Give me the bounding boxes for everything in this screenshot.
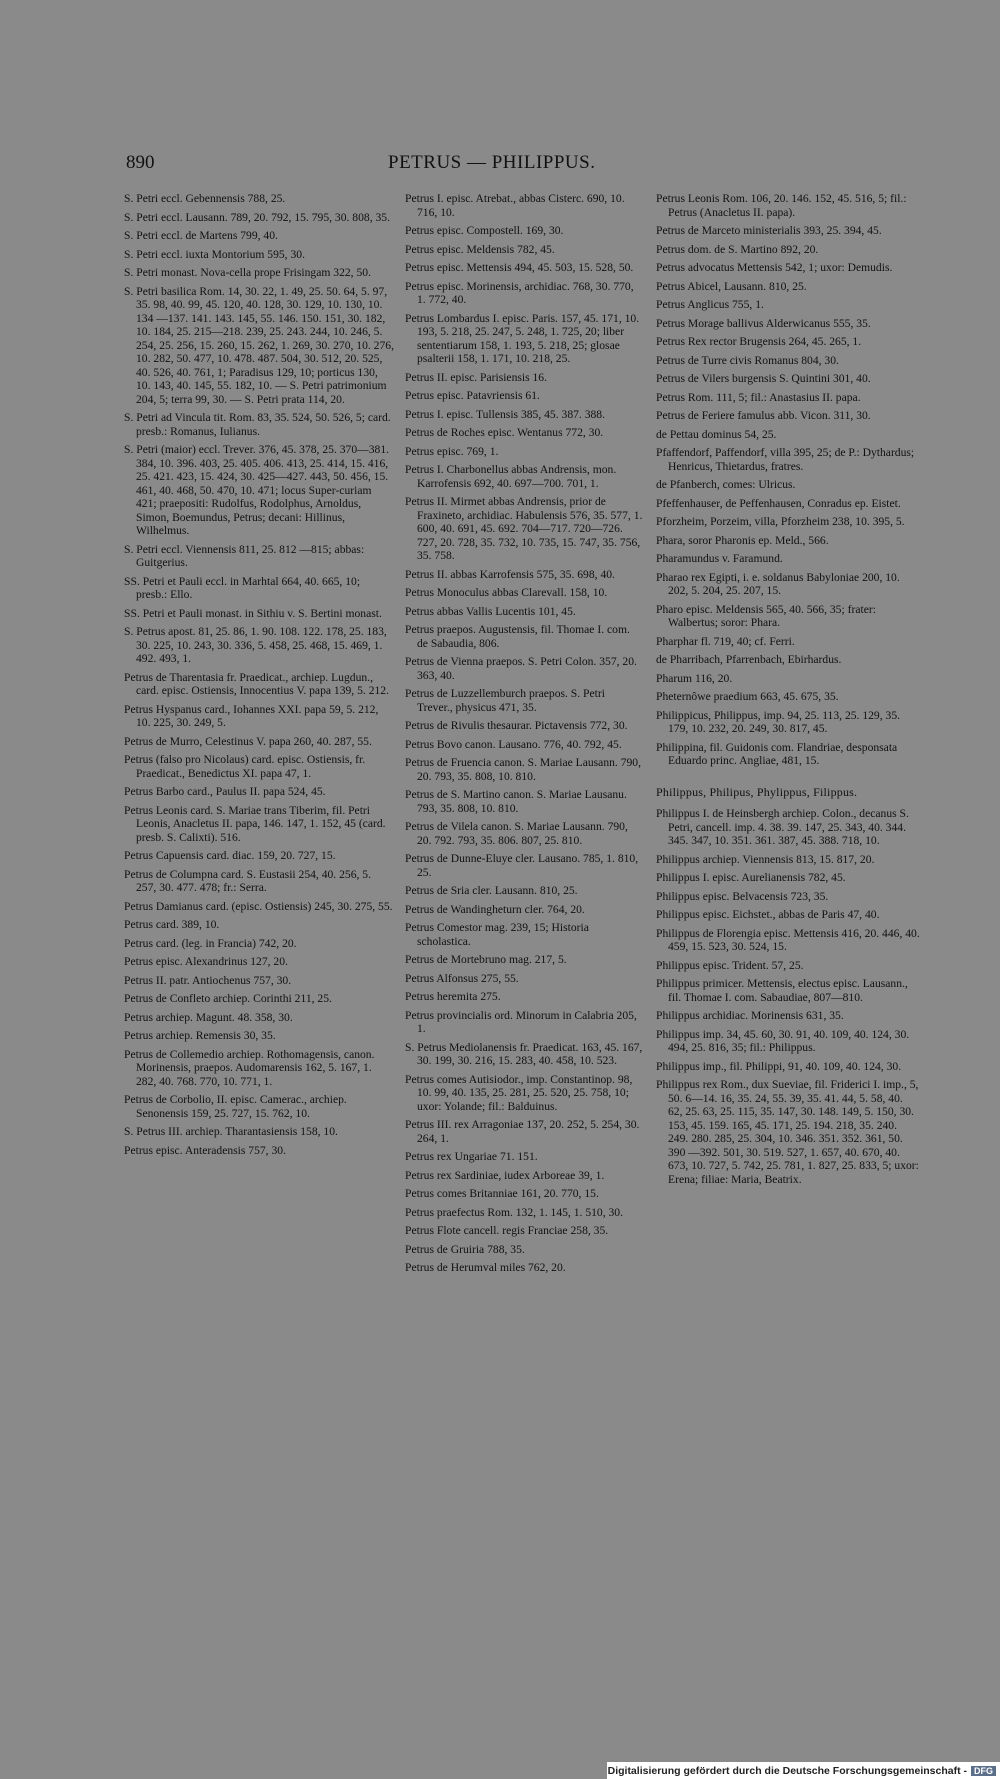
index-entry: Petrus episc. Patavriensis 61.: [405, 389, 540, 402]
index-entry: Petrus Flote cancell. regis Franciae 258, 35.: [405, 1224, 609, 1237]
index-entry: Petrus card. 389, 10.: [124, 918, 220, 931]
index-entry: Petrus heremita 275.: [405, 990, 501, 1003]
index-entry: Pfeffenhauser, de Peffenhausen, Conradus ep. Eistet.: [656, 496, 901, 510]
index-entry: Philippus rex Rom., dux Sueviae, fil. Friderici I. imp., 5, 50. 6—14. 16, 35. 24, 55. 39, 35. 41. 44, 5. 58, 40. 62, 25. 63, 25. 115, 35. 147, 30. 148. 149, 5. 150, 30. 153, 45. 159. 165, 45. 171, 25. 194. 218, 35. 240. 249. 280. 285, 25. 304, 10. 346. 351. 352. 361, 50. 390 —392. 501, 30. 519. 527, 1. 657, 40. 670, 40. 673, 10. 727, 5. 742, 25. 781, 1. 827, 25. 833, 5; uxor: Erena; filiae: Maria, Beatrix.: [656, 1078, 919, 1186]
column-1: [124, 192, 394, 1162]
index-entry: Petrus de Vienna praepos. S. Petri Colon. 357, 20. 363, 40.: [405, 655, 637, 682]
dfg-logo: DFG: [971, 1766, 996, 1776]
index-entry: Petrus rex Ungariae 71. 151.: [405, 1150, 538, 1163]
index-entry: Petrus archiep. Magunt. 48. 358, 30.: [124, 1010, 293, 1024]
index-entry: Petrus Alfonsus 275, 55.: [405, 971, 519, 985]
index-entry: Petrus episc. Compostell. 169, 30.: [405, 224, 564, 237]
index-entry: Petrus de Sria cler. Lausann. 810, 25.: [405, 884, 578, 897]
index-entry: Petrus Hyspanus card., Iohannes XXI. papa 59, 5. 212, 10. 225, 30. 249, 5.: [124, 702, 379, 729]
index-entry: Philippus archiep. Viennensis 813, 15. 817, 20.: [656, 852, 875, 866]
index-entry: Petrus praefectus Rom. 132, 1. 145, 1. 510, 30.: [405, 1205, 623, 1219]
column-2: [405, 192, 643, 1280]
index-entry: Petrus episc. Mettensis 494, 45. 503, 15. 528, 50.: [405, 261, 634, 274]
index-entry: Petrus abbas Vallis Lucentis 101, 45.: [405, 604, 576, 618]
index-entry: Petrus Lombardus I. episc. Paris. 157, 45. 171, 10. 193, 5. 218, 25. 247, 5. 248, 1. 725, 20; liber sententiarum 158, 1. 193, 5. 218, 25; glosae psalterii 158, 1. 171, 10. 218, 25.: [405, 311, 640, 365]
index-entry: Petrus de Confleto archiep. Corinthi 211, 25.: [124, 992, 332, 1005]
index-entry: Petrus I. Charbonellus abbas Andrensis, mon. Karrofensis 692, 40. 697—700. 701, 1.: [405, 463, 617, 490]
index-entry: Petrus Morage ballivus Alderwicanus 555, 35.: [656, 316, 871, 330]
index-entry: Petrus Anglicus 755, 1.: [656, 298, 764, 311]
index-entry: Philippus de Florengia episc. Mettensis 416, 20. 446, 40. 459, 15. 523, 30. 524, 15.: [656, 926, 920, 953]
index-entry: Petrus comes Britanniae 161, 20. 770, 15.: [405, 1187, 599, 1200]
index-entry: Petrus Rex rector Brugensis 264, 45. 265, 1.: [656, 335, 862, 348]
index-entry: Pharphar fl. 719, 40; cf. Ferri.: [656, 634, 795, 648]
index-entry: Petrus Monoculus abbas Clarevall. 158, 10.: [405, 586, 608, 599]
index-entry: Pharum 116, 20.: [656, 671, 733, 685]
index-entry: Petrus episc. Meldensis 782, 45.: [405, 242, 555, 256]
index-entry: Petrus Comestor mag. 239, 15; Historia scholastica.: [405, 921, 589, 948]
column-3: [656, 192, 920, 1191]
index-entry: SS. Petri et Pauli monast. in Sithiu v. S. Bertini monast.: [124, 606, 382, 620]
index-entry: Philippus imp. 34, 45. 60, 30. 91, 40. 109, 40. 124, 30. 494, 25. 816, 35; fil.: Philippus.: [656, 1027, 910, 1054]
index-entry: Petrus de Murro, Celestinus V. papa 260, 40. 287, 55.: [124, 734, 372, 748]
index-entry: Petrus archiep. Remensis 30, 35.: [124, 1029, 276, 1042]
index-entry: Petrus episc. 769, 1.: [405, 444, 499, 458]
index-entry: Philippus imp., fil. Philippi, 91, 40. 109, 40. 124, 30.: [656, 1059, 902, 1073]
index-entry: Petrus Leonis Rom. 106, 20. 146. 152, 45. 516, 5; fil.: Petrus (Anacletus II. papa).: [656, 192, 907, 219]
index-entry: Petrus de Feriere famulus abb. Vicon. 311, 30.: [656, 409, 871, 422]
index-entry: Philippus episc. Trident. 57, 25.: [656, 958, 804, 972]
index-entry: Petrus de Fruencia canon. S. Mariae Lausann. 790, 20. 793, 35. 808, 10. 810.: [405, 756, 641, 783]
index-entry: Philippina, fil. Guidonis com. Flandriae, desponsata Eduardo princ. Angliae, 481, 15.: [656, 740, 898, 767]
index-entry: Petrus Bovo canon. Lausano. 776, 40. 792, 45.: [405, 737, 622, 751]
index-entry: Petrus dom. de S. Martino 892, 20.: [656, 242, 819, 256]
index-entry: S. Petri eccl. de Martens 799, 40.: [124, 229, 278, 242]
index-entry: Petrus rex Sardiniae, iudex Arboreae 39, 1.: [405, 1168, 605, 1182]
index-entry: Pharao rex Egipti, i. e. soldanus Babyloniae 200, 10. 202, 5. 204, 25. 207, 15.: [656, 570, 900, 597]
index-entry: Pharo episc. Meldensis 565, 40. 566, 35; frater: Walbertus; soror: Phara.: [656, 602, 876, 629]
index-entry: Petrus de Roches episc. Wentanus 772, 30.: [405, 426, 604, 439]
index-entry: Petrus de Vilela canon. S. Mariae Lausann. 790, 20. 792. 793, 35. 806. 807, 25. 810.: [405, 820, 628, 847]
index-entry: Philippus episc. Belvacensis 723, 35.: [656, 889, 829, 903]
column-3-upper: [656, 192, 920, 768]
index-entry: Philippus primicer. Mettensis, electus episc. Lausann., fil. Thomae I. com. Sabaudiae, 807—810.: [656, 977, 908, 1004]
index-entry: Petrus de Marceto ministerialis 393, 25. 394, 45.: [656, 224, 882, 237]
index-entry: de Pharribach, Pfarrenbach, Ebirhardus.: [656, 653, 842, 666]
index-entry: Petrus de Gruiria 788, 35.: [405, 1242, 525, 1256]
index-entry: S. Petrus III. archiep. Tharantasiensis 158, 10.: [124, 1125, 338, 1138]
index-entry: Petrus episc. Morinensis, archidiac. 768, 30. 770, 1. 772, 40.: [405, 279, 634, 306]
footer-text: Digitalisierung gefördert durch die Deutsche Forschungsgemeinschaft -: [607, 1764, 967, 1777]
index-entry: Petrus I. episc. Tullensis 385, 45. 387. 388.: [405, 407, 606, 421]
index-entry: Philippicus, Philippus, imp. 94, 25. 113, 25. 129, 35. 179, 10. 232, 20. 249, 30. 817, 45.: [656, 708, 901, 735]
index-entry: Petrus comes Autisiodor., imp. Constantinop. 98, 10. 99, 40. 135, 25. 281, 25. 520, 25. 758, 10; uxor: Yolande; fil.: Balduinus.: [405, 1072, 633, 1113]
index-entry: S. Petri basilica Rom. 14, 30. 22, 1. 49, 25. 50. 64, 5. 97, 35. 98, 40. 99, 45. 120, 40. 128, 30. 129, 10. 130, 10. 134 —137. 141. 143. 145, 55. 146. 150. 151, 30. 182, 10. 184, 25. 215—218. 239, 25. 243. 244, 10. 246, 5. 254, 25. 256, 15. 260, 15. 262, 1. 269, 30. 270, 10. 276, 10. 282, 50. 477, 10. 478. 487. 504, 30. 512, 20. 525, 40. 526, 40. 761, 1; Paradisus 129, 10; porticus 130, 10. 143, 40. 145, 55. 182, 10. — S. Petri patrimonium 204, 5; terra 99, 30. — S. Petri prata 114, 20.: [124, 284, 394, 406]
index-entry: Pforzheim, Porzeim, villa, Pforzheim 238, 10. 395, 5.: [656, 515, 905, 528]
index-entry: SS. Petri et Pauli eccl. in Marhtal 664, 40. 665, 10; presb.: Ello.: [124, 574, 361, 601]
page-number: 890: [126, 152, 155, 173]
index-entry: Pheternôwe praedium 663, 45. 675, 35.: [656, 690, 839, 703]
index-entry: Pfaffendorf, Paffendorf, villa 395, 25; de P.: Dythardus; Henricus, Thietardus, fratres.: [656, 446, 915, 473]
index-entry: Petrus episc. Alexandrinus 127, 20.: [124, 955, 288, 968]
index-entry: Petrus provincialis ord. Minorum in Calabria 205, 1.: [405, 1008, 637, 1035]
index-entry: Petrus card. (leg. in Francia) 742, 20.: [124, 936, 297, 950]
index-entry: S. Petrus Mediolanensis fr. Praedicat. 163, 45. 167, 30. 199, 30. 216, 15. 283, 40. 458, 10. 523.: [405, 1040, 643, 1067]
index-entry: Petrus advocatus Mettensis 542, 1; uxor: Demudis.: [656, 261, 893, 274]
index-entry: S. Petri eccl. Viennensis 811, 25. 812 —815; abbas: Guitgerius.: [124, 542, 365, 569]
index-entry: Petrus de Vilers burgensis S. Quintini 301, 40.: [656, 372, 871, 385]
index-entry: Petrus de Corbolio, II. episc. Camerac., archiep. Senonensis 159, 25. 727, 15. 762, 10.: [124, 1093, 347, 1120]
index-entry: Petrus de S. Martino canon. S. Mariae Lausanu. 793, 35. 808, 10. 810.: [405, 788, 627, 815]
index-entry: Petrus praepos. Augustensis, fil. Thomae I. com. de Sabaudia, 806.: [405, 623, 630, 650]
index-entry: Petrus de Tharentasia fr. Praedicat., archiep. Lugdun., card. episc. Ostiensis, Innocentius V. papa 139, 5. 212.: [124, 670, 389, 697]
index-entry: Petrus Barbo card., Paulus II. papa 524, 45.: [124, 785, 326, 798]
index-entry: Petrus de Mortebruno mag. 217, 5.: [405, 953, 567, 966]
index-entry: de Pfanberch, comes: Ulricus.: [656, 478, 796, 491]
index-entry: Petrus II. patr. Antiochenus 757, 30.: [124, 973, 292, 987]
section-heading: Philippus, Philipus, Phylippus, Filippus.: [656, 784, 858, 799]
index-entry: Petrus Leonis card. S. Mariae trans Tiberim, fil. Petri Leonis, Anacletus II. papa, 146. 147, 1. 152, 45 (card. presb. S. Calixti). 516.: [124, 803, 386, 844]
footer-banner: [607, 1762, 1000, 1779]
index-entry: Philippus episc. Eichstet., abbas de Paris 47, 40.: [656, 908, 880, 921]
index-entry: de Pettau dominus 54, 25.: [656, 427, 777, 441]
index-entry: Petrus II. episc. Parisiensis 16.: [405, 370, 548, 384]
index-entry: Petrus II. Mirmet abbas Andrensis, prior de Fraxineto, archidiac. Habulensis 576, 35. 577, 1. 600, 40. 691, 45. 692. 704—717. 720—726. 727, 20. 728, 35. 732, 10. 735, 15. 747, 35. 756, 35. 758.: [405, 495, 643, 562]
index-entry: Petrus de Rivulis thesaurar. Pictavensis 772, 30.: [405, 719, 628, 732]
index-entry: Petrus de Columpna card. S. Eustasii 254, 40. 256, 5. 257, 30. 477. 478; fr.: Serra.: [124, 867, 371, 894]
index-entry: Petrus de Turre civis Romanus 804, 30.: [656, 353, 839, 367]
index-entry: Petrus I. episc. Atrebat., abbas Cisterc. 690, 10. 716, 10.: [405, 192, 625, 219]
index-entry: Petrus Abicel, Lausann. 810, 25.: [656, 279, 807, 293]
index-entry: Petrus de Wandingheturn cler. 764, 20.: [405, 902, 585, 916]
index-entry: Petrus de Luzzellemburch praepos. S. Petri Trever., physicus 471, 35.: [405, 687, 605, 714]
column-3-lower: [656, 807, 920, 1186]
index-entry: Philippus I. episc. Aurelianensis 782, 45.: [656, 871, 846, 884]
index-entry: Petrus episc. Anteradensis 757, 30.: [124, 1143, 286, 1157]
index-entry: S. Petri ad Vincula tit. Rom. 83, 35. 524, 50. 526, 5; card. presb.: Romanus, Iulianus.: [124, 411, 391, 438]
index-entry: S. Petri eccl. iuxta Montorium 595, 30.: [124, 247, 305, 261]
index-entry: Petrus Rom. 111, 5; fil.: Anastasius II. papa.: [656, 390, 861, 404]
index-entry: Pharamundus v. Faramund.: [656, 552, 783, 565]
index-entry: Petrus (falso pro Nicolaus) card. episc. Ostiensis, fr. Praedicat., Benedictus XI. papa 47, 1.: [124, 753, 366, 780]
index-entry: Petrus de Herumval miles 762, 20.: [405, 1261, 566, 1274]
index-entry: Petrus Capuensis card. diac. 159, 20. 727, 15.: [124, 849, 336, 862]
index-entry: Petrus II. abbas Karrofensis 575, 35. 698, 40.: [405, 567, 615, 581]
page-title: PETRUS — PHILIPPUS.: [388, 152, 596, 173]
index-entry: Phara, soror Pharonis ep. Meld., 566.: [656, 533, 829, 547]
index-entry: Petrus de Collemedio archiep. Rothomagensis, canon. Morinensis, praepos. Audomarensis 162, 5. 167, 1. 282, 40. 768. 770, 10. 771, 1.: [124, 1047, 375, 1088]
index-entry: Philippus archidiac. Morinensis 631, 35.: [656, 1009, 844, 1022]
index-entry: S. Petrus apost. 81, 25. 86, 1. 90. 108. 122. 178, 25. 183, 30. 225, 10. 243, 30. 336, 5. 458, 25. 468, 15. 469, 1. 492. 493, 1.: [124, 625, 387, 665]
index-entry: Petrus de Dunne-Eluye cler. Lausano. 785, 1. 810, 25.: [405, 852, 639, 879]
index-entry: Petrus Damianus card. (episc. Ostiensis) 245, 30. 275, 55.: [124, 899, 393, 913]
index-entry: S. Petri eccl. Gebennensis 788, 25.: [124, 192, 286, 205]
index-entry: S. Petri eccl. Lausann. 789, 20. 792, 15. 795, 30. 808, 35.: [124, 210, 390, 224]
index-entry: Petrus III. rex Arragoniae 137, 20. 252, 5. 254, 30. 264, 1.: [405, 1118, 640, 1145]
index-entry: S. Petri monast. Nova-cella prope Frisingam 322, 50.: [124, 266, 371, 279]
index-entry: S. Petri (maior) eccl. Trever. 376, 45. 378, 25. 370—381. 384, 10. 396. 403, 25. 405. 406. 413, 25. 414, 15. 416, 25. 421. 423, 15. 424, 30. 425—427. 443, 50. 456, 15. 461, 40. 468, 50. 470, 10. 471; locus Super-curiam 421; praepositi: Rudolfus, Rodolphus, Arnoldus, Simon, Boemundus, Petrus; decani: Hillinus, Wilhelmus.: [124, 443, 390, 537]
index-entry: Philippus I. de Heinsbergh archiep. Colon., decanus S. Petri, cancell. imp. 4. 38. 39. 147, 25. 343, 40. 344. 345. 347, 10. 351. 361. 387, 45. 388. 718, 10.: [656, 807, 909, 847]
